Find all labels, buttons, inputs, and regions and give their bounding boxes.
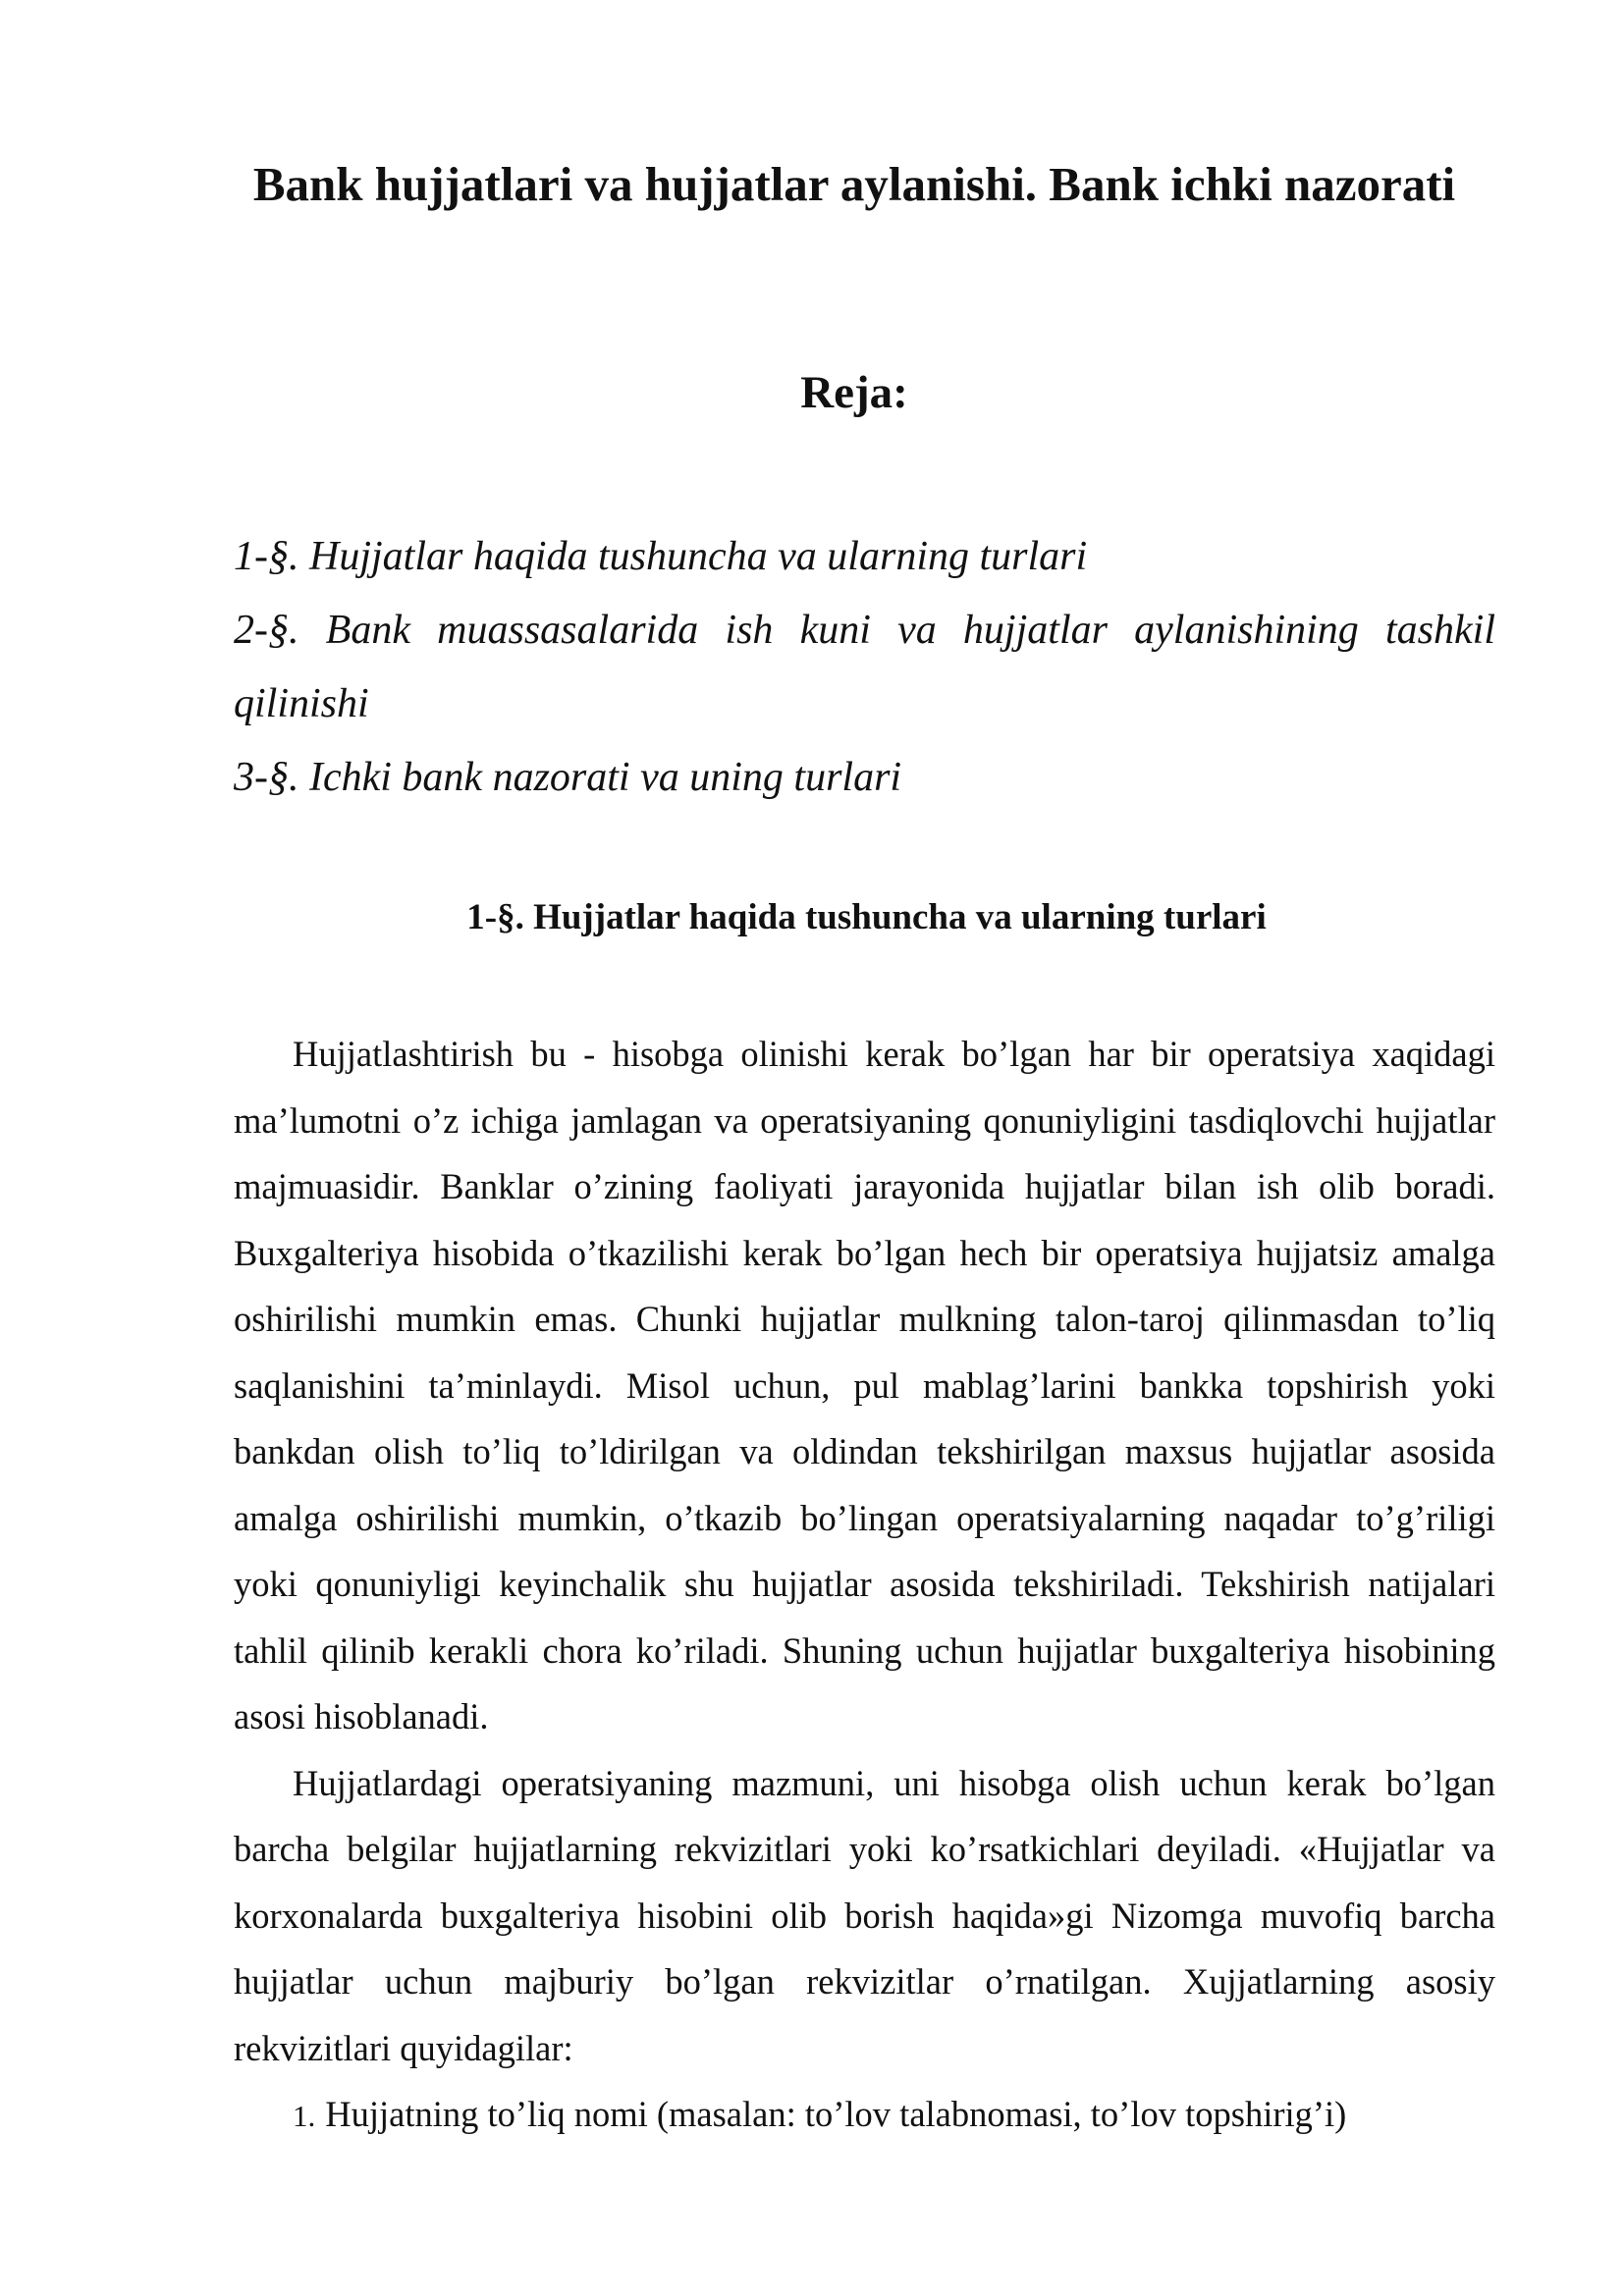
paragraph: Hujjatlardagi operatsiyaning mazmuni, uni hisobga olish uchun kerak bo’lgan barcha belgilar hujjatlarning rekvizitlari yoki ko’rsatkichlari deyiladi. «Hujjatlar va korxonalarda buxgalteriya hisobini olib borish haqida»gi Nizomga muvofiq barcha hujjatlar uchun majburiy bo’lgan rekvizitlar o’rnatilgan. Xujjatlarning asosiy rekvizitlari quyidagilar:: [234, 1762, 1495, 2068]
list-item-number: 1.: [293, 2099, 316, 2133]
plan-item: 1-§. Hujjatlar haqida tushuncha va ularning turlari: [234, 534, 1088, 579]
document-body: [234, 1021, 1495, 2150]
plan-item: 3-§. Ichki bank nazorati va uning turlari: [234, 755, 902, 800]
document-title: Bank hujjatlari va hujjatlar aylanishi. Bank ichki nazorati: [252, 157, 1456, 211]
list-item-text: Hujjatning to’liq nomi (masalan: to’lov talabnomasi, to’lov topshirig’i): [325, 2094, 1347, 2134]
section-heading: 1-§. Hujjatlar haqida tushuncha va ularning turlari: [466, 897, 1267, 937]
plan-heading: Reja:: [800, 367, 908, 418]
paragraph: Hujjatlashtirish bu - hisobga olinishi kerak bo’lgan har bir operatsiya xaqidagi ma’lumotni o’z ichiga jamlagan va operatsiyaning qonuniyligini tasdiqlovchi hujjatlar majmuasidir. Banklar o’zining faoliyati jarayonida hujjatlar bilan ish olib boradi. Buxgalteriya hisobida o’tkazilishi kerak bo’lgan hech bir operatsiya hujjatsiz amalga oshirilishi mumkin emas. Chunki hujjatlar mulkning talon-taroj qilinmasdan to’liq saqlanishini ta’minlaydi. Misol uchun, pul mablag’larini bankka topshirish yoki bankdan olish to’liq to’ldirilgan va oldindan tekshirilgan maxsus hujjatlar asosida amalga oshirilishi mumkin, o’tkazib bo’lingan operatsiyalarning naqadar to’g’riligi yoki qonuniyligi keyinchalik shu hujjatlar asosida tekshiriladi. Tekshirish natijalari tahlil qilinib kerakli chora ko’riladi. Shuning uchun hujjatlar buxgalteriya hisobining asosi hisoblanadi.: [234, 1034, 1495, 1736]
requisites-list: [234, 2081, 1495, 2150]
plan-list: [234, 520, 1495, 815]
list-item: [234, 2081, 1495, 2150]
plan-item: 2-§. Bank muassasalarida ish kuni va hujjatlar aylanishining tashkil qilinishi: [234, 608, 1495, 726]
